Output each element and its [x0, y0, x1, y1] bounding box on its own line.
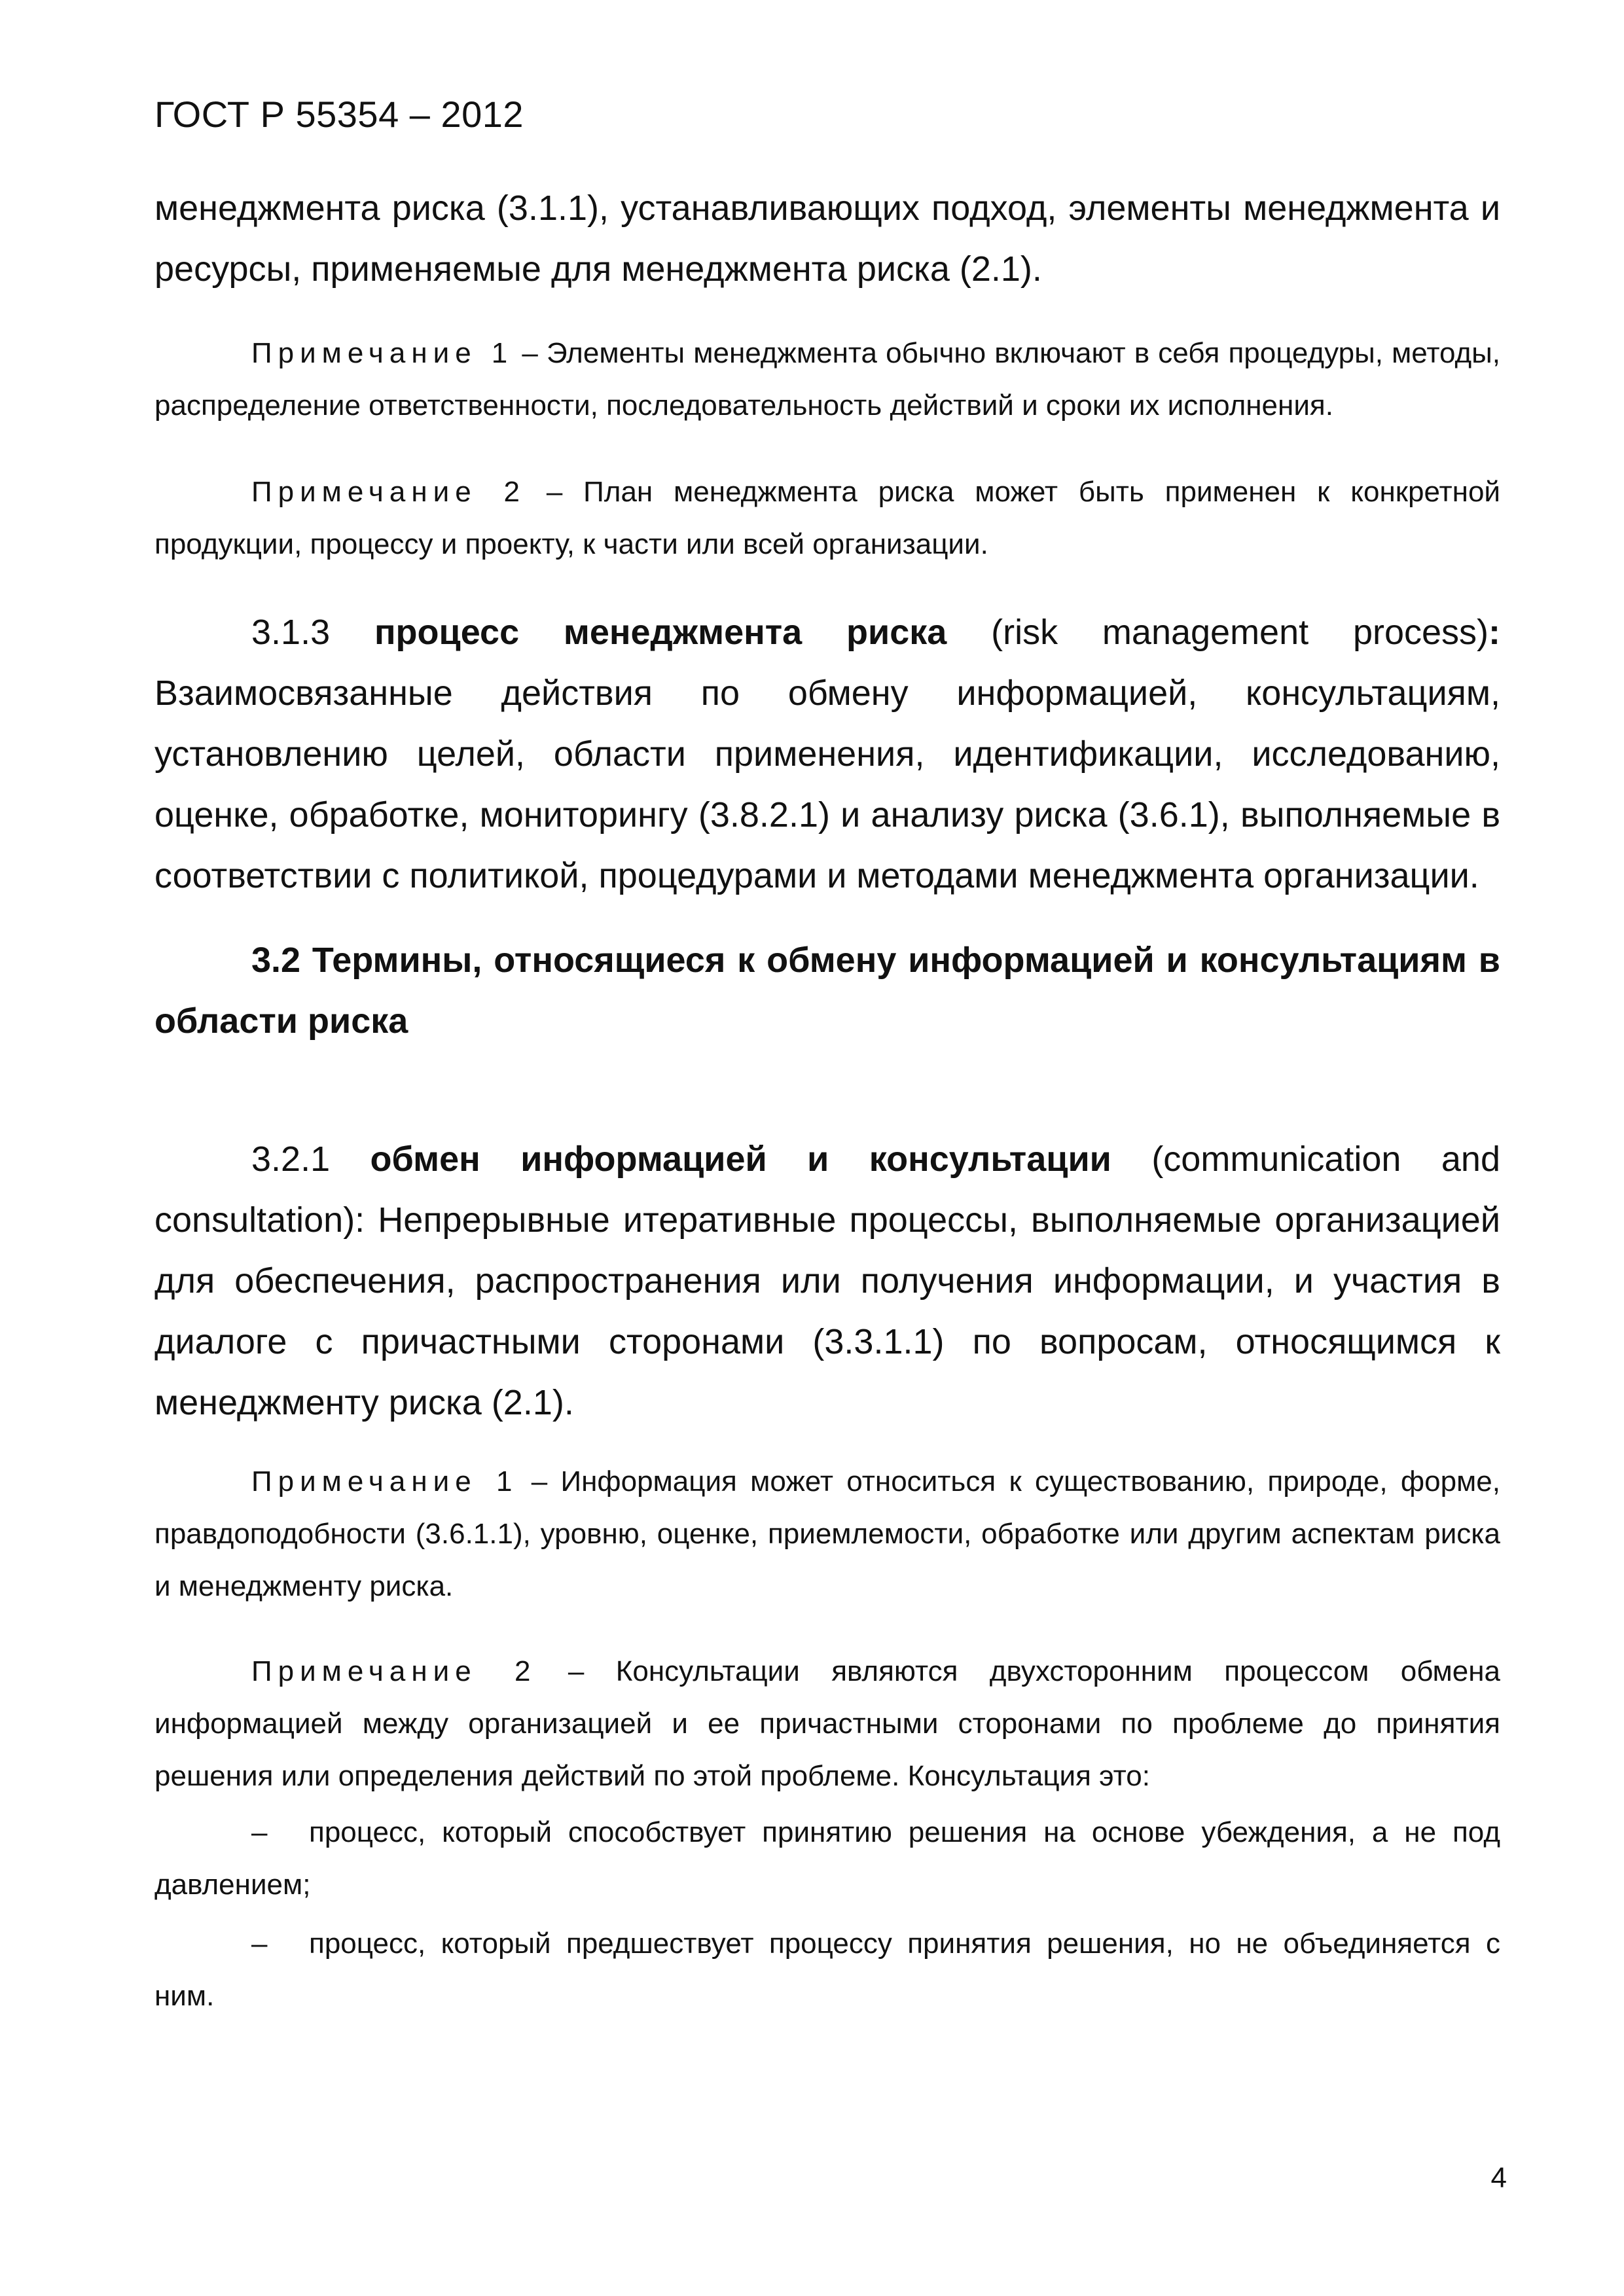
term-definition: (communication and consultation): Непрерывные итеративные процессы, выполняемые организацией для обеспечения, распространения или получения информации, и участия в диалоге с причастными сторонами (3.3.1.1) по вопросам, относящимся к менеджменту риска (2.1). — [154, 1139, 1500, 1422]
term-name: процесс менеджмента риска — [374, 613, 947, 652]
note-text: – Информация может относиться к существованию, природе, форме, правдоподобности (3.6.1.1), уровню, оценке, приемлемости, обработке или другим аспектам риска и менеджменту риска. — [154, 1465, 1500, 1602]
note-risk-plan-1 — [154, 327, 1500, 432]
note-risk-plan-2 — [154, 466, 1500, 571]
dash-marker: – — [251, 1816, 268, 1848]
term-3-1-3 — [154, 602, 1500, 906]
standard-header: ГОСТ Р 55354 – 2012 — [154, 94, 524, 135]
section-heading-3-2: 3.2 Термины, относящиеся к обмену информацией и консультациям в области риска — [154, 941, 1500, 1041]
note-text: – Консультации являются двухсторонним процессом обмена информацией между организацией и ее причастными сторонами по проблеме до принятия решения или определения действий по этой проблеме. Консультация это: — [154, 1655, 1501, 1792]
note-text: – План менеджмента риска может быть применен к конкретной продукции, процессу и проекту, к части или всей организации. — [154, 476, 1500, 560]
note-label: Примечание 2 — [251, 1655, 537, 1687]
paragraph-continuation: менеджмента риска (3.1.1), устанавливающих подход, элементы менеджмента и ресурсы, применяемые для менеджмента риска (2.1). — [154, 188, 1500, 289]
note-communication-2 — [154, 1645, 1500, 1803]
list-item-text: процесс, который способствует принятию решения на основе убеждения, а не под давлением; — [154, 1816, 1500, 1901]
list-item — [154, 1918, 1500, 2022]
term-number: 3.1.3 — [251, 613, 374, 652]
term-name: обмен информацией и консультации — [370, 1139, 1111, 1179]
term-number: 3.2.1 — [251, 1139, 370, 1179]
term-3-2-1 — [154, 1129, 1500, 1433]
note-label: Примечание 1 — [251, 337, 514, 369]
note-label: Примечание 2 — [251, 476, 526, 508]
document-body — [154, 178, 1500, 2022]
term-definition: Взаимосвязанные действия по обмену информацией, консультациям, установлению целей, области применения, идентификации, исследованию, оценке, обработке, мониторингу (3.8.2.1) и анализу риска (3.6.1), выполняемые в соответствии с политикой, процедурами и методами менеджмента организации. — [154, 673, 1500, 895]
note-label: Примечание 1 — [251, 1465, 518, 1498]
list-item-text: процесс, который предшествует процессу принятия решения, но не объединяется с ним. — [154, 1928, 1500, 2012]
note-communication-1 — [154, 1456, 1500, 1613]
list-item — [154, 1806, 1500, 1911]
page-number: 4 — [1490, 2162, 1507, 2194]
term-colon: : — [1489, 613, 1500, 652]
term-english: (risk management process) — [947, 613, 1489, 652]
dash-marker: – — [251, 1928, 268, 1960]
note-text: – Элементы менеджмента обычно включают в себя процедуры, методы, распределение ответственности, последовательность действий и сроки их исполнения. — [154, 337, 1501, 422]
